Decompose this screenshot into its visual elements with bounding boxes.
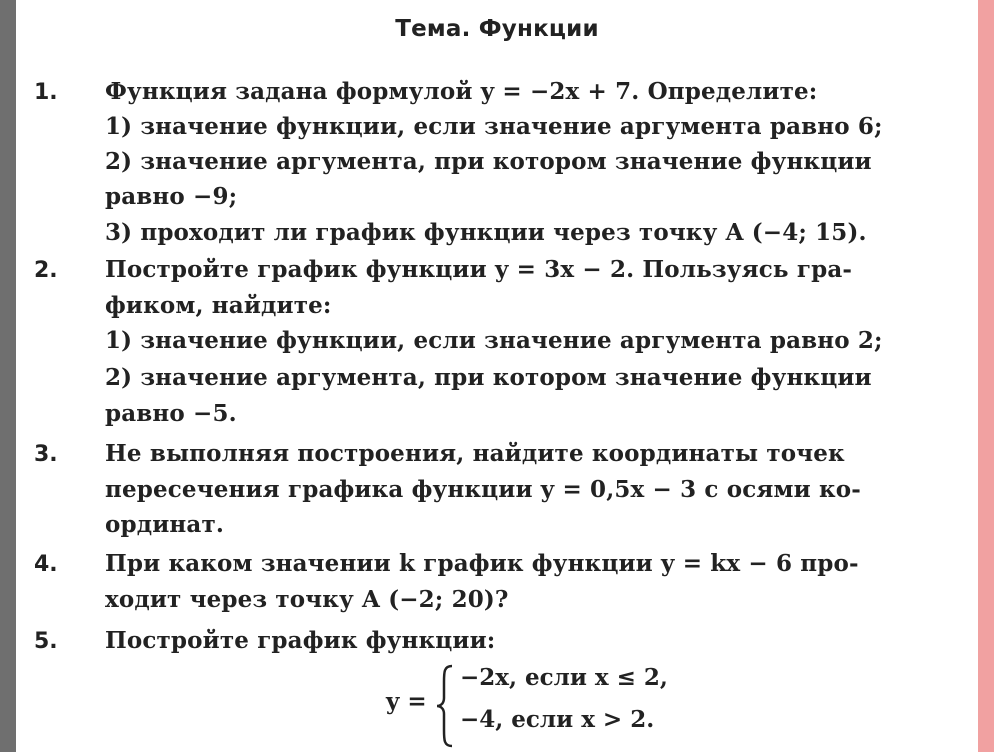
problem-4-line-2: ходит через точку A (−2; 20)? xyxy=(105,586,509,613)
problem-2-line-3: 1) значение функции, если значение аргумента равно 2; xyxy=(105,327,883,354)
problem-3-number: 3. xyxy=(34,442,58,467)
document-page xyxy=(16,0,978,752)
problem-5-line-1: Постройте график функции: xyxy=(105,627,496,654)
problem-2-line-5: равно −5. xyxy=(105,400,237,427)
right-edge-bar xyxy=(978,0,994,752)
problem-3-line-2: пересечения графика функции y = 0,5x − 3 с осями ко- xyxy=(105,476,861,503)
formula-case-1: −2x, если x ≤ 2, xyxy=(460,664,668,691)
formula-lhs: y = xyxy=(386,688,427,715)
curly-brace-icon xyxy=(434,664,456,748)
problem-4-number: 4. xyxy=(34,552,58,577)
problem-3-line-1: Не выполняя построения, найдите координаты точек xyxy=(105,440,845,467)
problem-2-line-2: фиком, найдите: xyxy=(105,292,332,319)
left-edge-bar xyxy=(0,0,16,752)
problem-1-line-1: Функция задана формулой y = −2x + 7. Определите: xyxy=(105,78,818,105)
formula-case-2: −4, если x > 2. xyxy=(460,706,655,733)
problem-3-line-3: ординат. xyxy=(105,511,225,538)
problem-1-line-3: 2) значение аргумента, при котором значение функции xyxy=(105,148,872,175)
problem-1-number: 1. xyxy=(34,80,58,105)
problem-1-line-4: равно −9; xyxy=(105,183,238,210)
problem-5-number: 5. xyxy=(34,629,58,654)
problem-2-line-4: 2) значение аргумента, при котором значение функции xyxy=(105,364,872,391)
piecewise-formula xyxy=(386,662,746,748)
problem-1-line-5: 3) проходит ли график функции через точку A (−4; 15). xyxy=(105,219,867,246)
problem-1-line-2: 1) значение функции, если значение аргумента равно 6; xyxy=(105,113,883,140)
problem-2-line-1: Постройте график функции y = 3x − 2. Пользуясь гра- xyxy=(105,256,853,283)
problem-2-number: 2. xyxy=(34,258,58,283)
problem-4-line-1: При каком значении k график функции y = kx − 6 про- xyxy=(105,550,859,577)
page-title: Тема. Функции xyxy=(395,16,599,42)
